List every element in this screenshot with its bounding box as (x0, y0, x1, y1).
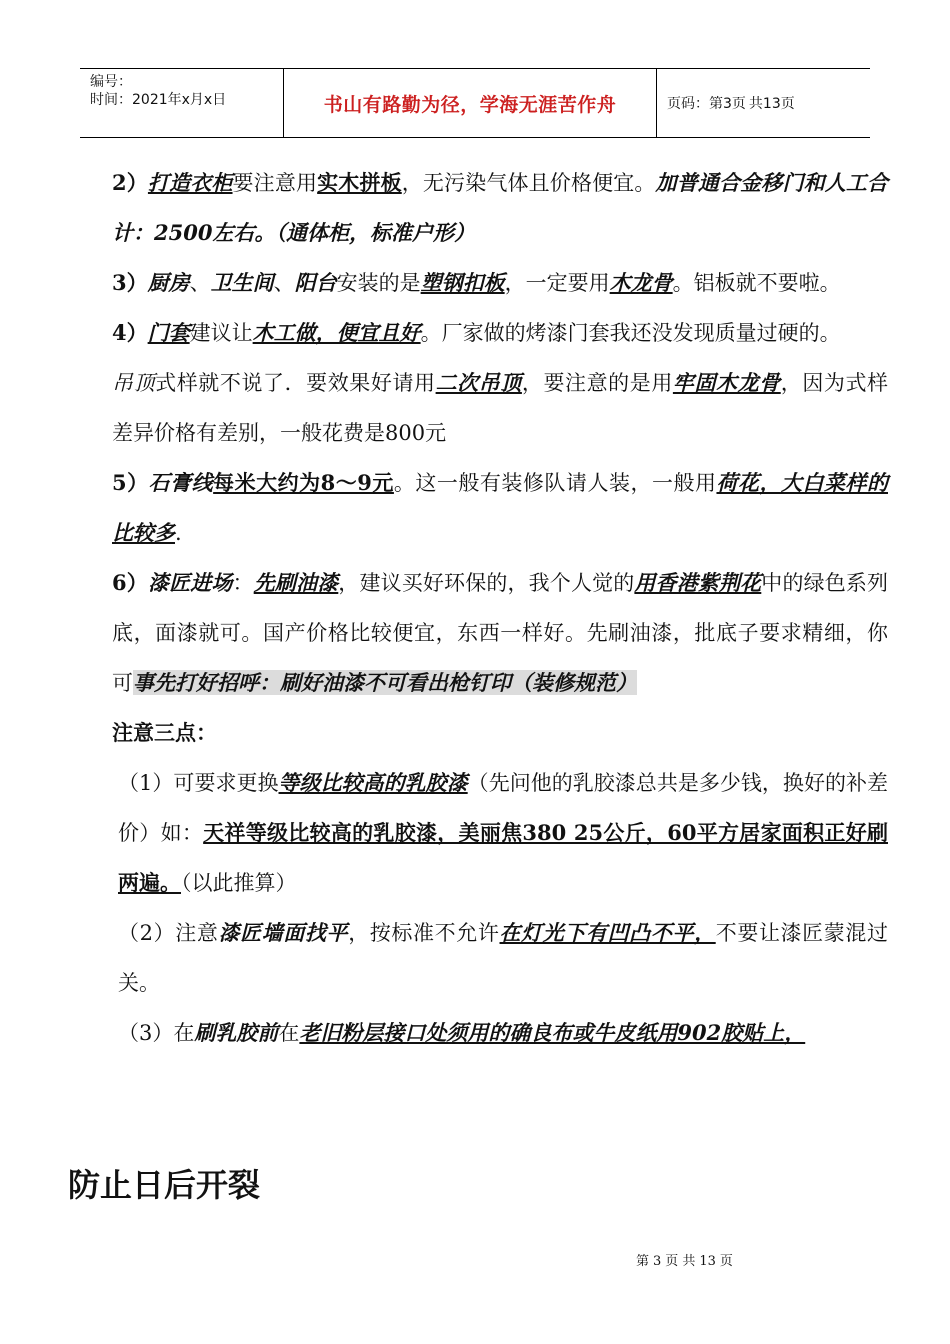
text: 要注意用 (232, 171, 318, 195)
text: ，要注意的是用 (521, 371, 673, 395)
text: 建议让 (189, 321, 253, 345)
underlined-text: 木工做，便宜且好 (252, 320, 421, 345)
paragraph-ceiling (68, 358, 888, 458)
item-number: 5） (112, 470, 149, 495)
header-page-info (657, 69, 870, 137)
footer-text: 页 (665, 1254, 679, 1269)
text: 中的绿色系列底，面漆就可。国产价格比较便宜，东西一样好。先刷油漆，批底子要求精细，你可 (112, 571, 889, 695)
underlined-text: 用香港紫荆花 (634, 570, 762, 595)
page-footer (636, 1250, 737, 1269)
paragraph-wardrobe (68, 158, 888, 258)
text: （先问他的乳胶漆总共是多少钱，换好的补差价）如： (118, 771, 889, 845)
text: ，按标准不允许 (348, 921, 500, 945)
footer-text: 第 (636, 1254, 650, 1269)
keyword: 阳台 (294, 270, 337, 295)
underlined-text: 等级比较高的乳胶漆 (278, 770, 468, 795)
underlined-text: 实木拼板 (317, 170, 402, 195)
underlined-text: 每米大约为8～9元 (213, 470, 394, 495)
page-header (80, 68, 870, 138)
text: 注意 (175, 921, 219, 945)
paragraph-note-1 (68, 758, 888, 908)
paragraph-kitchen (68, 258, 888, 308)
underlined-text: 二次吊顶 (435, 370, 522, 395)
footer-page-number: 3 (653, 1254, 662, 1269)
text: 在 (173, 1021, 195, 1045)
paragraph-note-2 (68, 908, 888, 1008)
underlined-text: 荷花，大白菜样的比较多 (112, 470, 888, 545)
text: 可要求更换 (173, 771, 279, 795)
page-total: 共13页 (748, 96, 795, 112)
emphasis-text: 加普通合金移门和人工合计：2500左右。（通体柜，标准户形） (112, 170, 889, 245)
header-meta (80, 69, 283, 137)
keyword: 漆匠进场 (147, 570, 233, 595)
keyword: 刷乳胶前 (194, 1020, 279, 1045)
text: 、 (189, 271, 211, 295)
section-heading: 防止日后开裂 (68, 1166, 261, 1204)
text: 式样就不说了．要效果好请用 (155, 371, 436, 395)
keyword: 门套 (147, 320, 190, 345)
text: （以此推算） (181, 871, 297, 895)
item-number: 6） (112, 570, 148, 595)
number-label: 编号： (90, 74, 132, 90)
keyword: 漆匠墙面找平 (218, 920, 349, 945)
text: 。厂家做的烤漆门套我还没发现质量过硬的。 (420, 321, 841, 345)
item-number: 2） (112, 170, 148, 195)
text: ，因为式样差异价格有差别，一般花费是800元 (112, 371, 889, 445)
underlined-text: 在灯光下有凹凸不平， (499, 920, 716, 945)
note-number: （2） (118, 921, 176, 945)
text: ，无污染气体且价格便宜。 (401, 171, 656, 195)
text: ，一定要用 (504, 271, 610, 295)
underlined-text: 老旧粉层接口处须用的确良布或牛皮纸用902胶贴上， (299, 1020, 806, 1045)
header-motto: 书山有路勤为径，学海无涯苦作舟 (283, 69, 657, 137)
text: 安装的是 (336, 271, 421, 295)
item-number: 4） (112, 320, 148, 345)
notes-heading: 注意三点： (112, 720, 217, 745)
time-label: 时间：2021年x月x日 (90, 92, 227, 108)
text: . (175, 521, 182, 545)
keyword: 打造衣柜 (147, 170, 233, 195)
keyword: 卫生间 (210, 270, 274, 295)
note-number: （1） (118, 771, 174, 795)
text: ，建议买好环保的，我个人觉的 (338, 571, 635, 595)
text: 。这一般有装修队请人装，一般用 (393, 471, 717, 495)
paragraph-plaster-line (68, 458, 888, 558)
underlined-text: 木龙骨 (609, 270, 673, 295)
underlined-text: 塑钢扣板 (420, 270, 505, 295)
text: 、 (273, 271, 295, 295)
footer-text: 页 (719, 1254, 733, 1269)
text: 。铝板就不要啦。 (672, 271, 841, 295)
text: 在 (278, 1021, 300, 1045)
paragraph-note-3 (68, 1008, 888, 1058)
document-body (68, 158, 888, 1058)
underlined-text: 天祥等级比较高的乳胶漆，美丽焦380 25公斤，60平方居家面积正好刷两遍。 (118, 820, 888, 895)
notes-title (68, 708, 888, 758)
highlighted-text: 事先打好招呼：刷好油漆不可看出枪钉印（装修规范） (133, 670, 637, 695)
paragraph-painter (68, 558, 888, 708)
text: ： (232, 571, 254, 595)
keyword: 厨房 (147, 270, 190, 295)
page-label: 页码：第3页 (667, 96, 746, 112)
underlined-text: 牢固木龙骨 (672, 370, 781, 395)
underlined-text: 先刷油漆 (253, 570, 339, 595)
keyword: 吊顶 (112, 371, 156, 395)
text: 不要让漆匠蒙混过关。 (118, 921, 889, 995)
paragraph-door-frame (68, 308, 888, 358)
keyword: 石膏线 (148, 470, 214, 495)
footer-total-pages: 13 (699, 1254, 716, 1269)
note-number: （3） (118, 1021, 174, 1045)
item-number: 3） (112, 270, 148, 295)
footer-text: 共 (682, 1254, 696, 1269)
